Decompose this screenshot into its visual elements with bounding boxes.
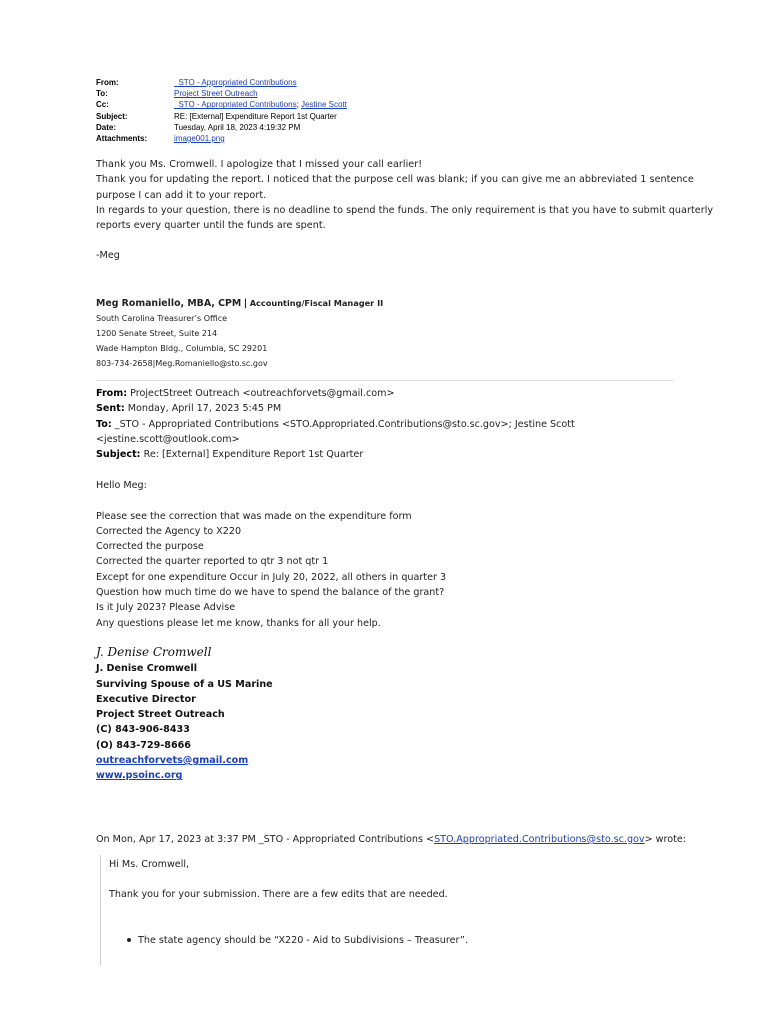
message-line: Except for one expenditure Occur in July 20, 2022, all others in quarter 3 bbox=[96, 571, 447, 583]
quoted-bullet-item bbox=[127, 933, 468, 948]
message-denise bbox=[96, 478, 446, 631]
signature-name: Meg Romaniello, MBA, CPM bbox=[96, 298, 242, 309]
message-line: Corrected the purpose bbox=[96, 541, 204, 553]
forwarded-header bbox=[96, 386, 656, 462]
fwd-from-value: ProjectStreet Outreach <outreachforvets@gmail.com> bbox=[130, 388, 395, 399]
header-cc-label: Cc: bbox=[96, 100, 109, 110]
header-attachments-row bbox=[96, 133, 347, 144]
signature-line: Executive Director bbox=[96, 693, 196, 705]
header-cc-link-2[interactable]: Jestine Scott bbox=[301, 100, 347, 110]
message-line: Any questions please let me know, thanks for all your help. bbox=[96, 617, 381, 629]
reply-line: reports every quarter until the funds are spent. bbox=[96, 220, 326, 232]
fwd-from-line bbox=[96, 386, 656, 401]
signature-meg bbox=[96, 296, 383, 371]
reply-closing: -Meg bbox=[96, 250, 120, 262]
header-subject-row bbox=[96, 111, 347, 122]
email-header bbox=[96, 77, 347, 144]
header-cc-link-1[interactable]: _STO - Appropriated Contributions bbox=[174, 100, 297, 110]
quoted-bullet-text: The state agency should be “X220 - Aid to Subdivisions – Treasurer”. bbox=[138, 934, 468, 946]
signature-title: Accounting/Fiscal Manager II bbox=[249, 298, 384, 308]
header-to-row bbox=[96, 88, 347, 99]
spacer bbox=[96, 493, 446, 508]
fwd-sent-line bbox=[96, 401, 656, 416]
header-to-link[interactable]: Project Street Outreach bbox=[174, 89, 258, 99]
fwd-subject-label: Subject: bbox=[96, 449, 141, 461]
header-cc-values: _STO - Appropriated Contributions; Jestine Scott bbox=[174, 100, 347, 110]
quoted-greeting: Hi Ms. Cromwell, bbox=[109, 859, 190, 870]
header-date-row bbox=[96, 122, 347, 133]
signature-name-line bbox=[96, 296, 383, 311]
quoted-email-link[interactable]: STO.Appropriated.Contributions@sto.sc.gov bbox=[434, 834, 645, 845]
reply-line: Thank you Ms. Cromwell. I apologize that I missed your call earlier! bbox=[96, 159, 423, 170]
signature-line: Wade Hampton Bldg., Columbia, SC 29201 bbox=[96, 344, 268, 353]
header-subject-label: Subject: bbox=[96, 111, 128, 121]
message-line: Please see the correction that was made on the expenditure form bbox=[96, 510, 412, 522]
header-subject-value: RE: [External] Expenditure Report 1st Quarter bbox=[174, 111, 337, 121]
reply-body bbox=[96, 157, 713, 264]
fwd-from-label: From: bbox=[96, 388, 128, 399]
signature-separator: | bbox=[243, 298, 248, 309]
fwd-to-line-2: <jestine.scott@outlook.com> bbox=[96, 433, 240, 445]
reply-line: purpose I can add it to your report. bbox=[96, 189, 267, 201]
attachment-link[interactable]: image001.png bbox=[174, 134, 225, 144]
message-greeting: Hello Meg: bbox=[96, 480, 147, 491]
signature-line: South Carolina Treasurer’s Office bbox=[96, 314, 228, 323]
quoted-content bbox=[109, 857, 468, 948]
signature-denise bbox=[96, 645, 273, 784]
signature-line: Project Street Outreach bbox=[96, 709, 225, 721]
fwd-subject-line bbox=[96, 447, 656, 462]
spacer bbox=[109, 903, 468, 933]
quoted-intro bbox=[96, 832, 686, 847]
header-attachments-label: Attachments: bbox=[96, 134, 148, 144]
header-from-row bbox=[96, 77, 347, 88]
signature-line: (O) 843-729-8666 bbox=[96, 739, 191, 751]
message-line: Is it July 2023? Please Advise bbox=[96, 602, 236, 614]
signature-line: J. Denise Cromwell bbox=[96, 663, 198, 675]
message-line: Corrected the Agency to X220 bbox=[96, 525, 242, 537]
script-signature: J. Denise Cromwell bbox=[96, 645, 212, 659]
bullet-icon bbox=[127, 938, 131, 942]
signature-line: Surviving Spouse of a US Marine bbox=[96, 678, 273, 690]
header-date-value: Tuesday, April 18, 2023 4:19:32 PM bbox=[174, 122, 301, 132]
quoted-body: Thank you for your submission. There are a few edits that are needed. bbox=[109, 889, 448, 901]
header-from-label: From: bbox=[96, 78, 119, 87]
fwd-to-label: To: bbox=[96, 418, 112, 430]
header-cc-row bbox=[96, 99, 347, 110]
fwd-sent-label: Sent: bbox=[96, 403, 125, 415]
header-to-label: To: bbox=[96, 89, 108, 99]
fwd-sent-value: Monday, April 17, 2023 5:45 PM bbox=[127, 403, 282, 415]
reply-line: In regards to your question, there is no deadline to spend the funds. The only requirement is that you have to submit quarterly bbox=[96, 204, 714, 216]
fwd-to-line bbox=[96, 417, 656, 432]
website-link[interactable]: www.psoinc.org bbox=[96, 770, 183, 782]
signature-line: (C) 843-906-8433 bbox=[96, 724, 190, 736]
quoted-intro-after: > wrote: bbox=[644, 834, 687, 845]
fwd-subject-value: Re: [External] Expenditure Report 1st Quarter bbox=[143, 449, 364, 461]
quoted-block bbox=[100, 855, 661, 965]
quoted-intro-before: On Mon, Apr 17, 2023 at 3:37 PM _STO - Appropriated Contributions < bbox=[96, 834, 435, 845]
header-date-label: Date: bbox=[96, 122, 117, 132]
reply-line: Thank you for updating the report. I noticed that the purpose cell was blank; if you can give me an abbreviated 1 sentence bbox=[96, 174, 694, 186]
email-link[interactable]: outreachforvets@gmail.com bbox=[96, 755, 249, 767]
fwd-to-value: _STO - Appropriated Contributions <STO.Appropriated.Contributions@sto.sc.gov>; Jestine Scott bbox=[114, 418, 575, 430]
message-line: Corrected the quarter reported to qtr 3 not qtr 1 bbox=[96, 556, 329, 568]
divider bbox=[96, 380, 674, 381]
signature-line: 803-734-2658|Meg.Romaniello@sto.sc.gov bbox=[96, 359, 268, 368]
message-line: Question how much time do we have to spend the balance of the grant? bbox=[96, 587, 445, 599]
signature-line: 1200 Senate Street, Suite 214 bbox=[96, 329, 218, 338]
header-from-link[interactable]: _STO - Appropriated Contributions bbox=[174, 78, 297, 87]
